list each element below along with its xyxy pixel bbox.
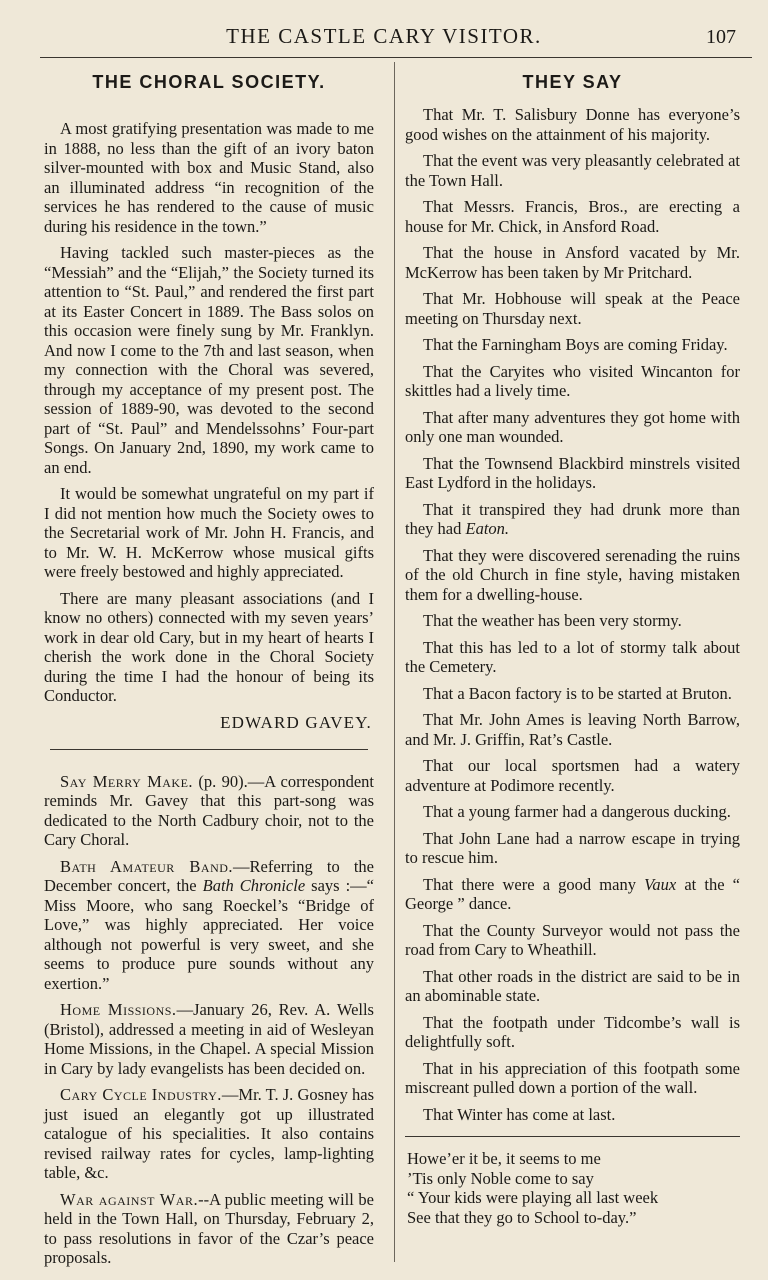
note-war-against-war bbox=[44, 1190, 374, 1268]
they-say-item: That our local sportsmen had a watery adventure at Podimore recently. bbox=[405, 756, 740, 795]
note-bath-amateur-band bbox=[44, 857, 374, 994]
note-heading: War against War. bbox=[60, 1189, 199, 1209]
verse-line: ’Tis only Noble come to say bbox=[407, 1168, 594, 1188]
they-say-item: That the footpath under Tidcombe’s wall is delightfully soft. bbox=[405, 1012, 740, 1051]
verse-line: “ Your kids were playing all last week bbox=[407, 1188, 659, 1207]
they-say-item: That the Townsend Blackbird minstrels visited East Lydford in the holidays. bbox=[405, 453, 740, 492]
they-say-item: That Messrs. Francis, Bros., are erecting a house for Mr. Chick, in Ansford Road. bbox=[405, 197, 740, 236]
section-rule bbox=[405, 1136, 740, 1137]
choral-paragraph: There are many pleasant associations (and I know no others) connected with my seven years’ work in dear old Cary, but in my heart of hearts I cherish the work done in the Choral Society during the time I had the honour of being its Conductor. bbox=[44, 588, 374, 705]
verse-line: Howe’er it be, it seems to me bbox=[407, 1149, 601, 1168]
they-say-item bbox=[405, 875, 740, 914]
note-cary-cycle-industry bbox=[44, 1085, 374, 1183]
they-say-italic: Eaton. bbox=[465, 519, 510, 538]
they-say-item: That the weather has been very stormy. bbox=[423, 611, 682, 630]
they-say-item: That a young farmer had a dangerous ducking. bbox=[423, 802, 731, 821]
note-body: —Referring to the December concert, the bbox=[44, 856, 374, 895]
column-divider bbox=[394, 62, 395, 1262]
they-say-heading: THEY SAY bbox=[522, 72, 623, 92]
author-signature: EDWARD GAVEY. bbox=[220, 712, 372, 732]
they-say-item: That Winter has come at last. bbox=[423, 1104, 616, 1124]
they-say-item: That a Bacon factory is to be started at Bruton. bbox=[423, 683, 732, 703]
they-say-item: That the event was very pleasantly celebrated at the Town Hall. bbox=[405, 151, 740, 190]
they-say-text: That there were a good many bbox=[423, 874, 636, 894]
they-say-item bbox=[405, 500, 740, 539]
they-say-text: at the “ George ” dance. bbox=[405, 874, 740, 913]
note-heading: Say Merry Make. bbox=[60, 771, 194, 791]
they-say-item: That the County Surveyor would not pass the road from Cary to Wheathill. bbox=[405, 920, 740, 959]
note-heading: Home Missions. bbox=[60, 1000, 177, 1019]
they-say-item: That John Lane had a narrow escape in trying to rescue him. bbox=[405, 828, 740, 867]
left-column bbox=[44, 62, 374, 1275]
they-say-item: That the Caryites who visited Wincanton for skittles had a lively time. bbox=[405, 361, 740, 400]
they-say-item: That this has led to a lot of stormy talk about the Cemetery. bbox=[405, 637, 740, 676]
closing-verse bbox=[407, 1149, 740, 1227]
note-body: —Mr. T. J. Gosney has just isued an elegantly got up illustrated catalogue of his specialities. It also contains revised railway rates for cycles, lamp-lighting table, &c. bbox=[44, 1085, 374, 1182]
header-rule bbox=[40, 57, 752, 58]
section-rule bbox=[50, 749, 368, 750]
running-head bbox=[0, 20, 768, 56]
they-say-italic: Vaux bbox=[644, 874, 677, 894]
newspaper-name: Bath Chronicle bbox=[202, 876, 306, 895]
they-say-item: That Mr. Hobhouse will speak at the Peace meeting on Thursday next. bbox=[405, 289, 740, 328]
note-body: (p. 90).—A correspondent reminds Mr. Gavey that this part-song was dedicated to the North Cadbury choir, not to the Cary Choral. bbox=[44, 771, 374, 849]
note-heading: Bath Amateur Band. bbox=[60, 856, 234, 876]
choral-paragraph: A most gratifying presentation was made to me in 1888, no less than the gift of an ivory baton silver-mounted with box and Music Stand, also an illuminated address “in recognition of the services he has rendered to the cause of music during his residence in the town.” bbox=[44, 119, 374, 236]
they-say-item: That other roads in the district are said to be in an abominable state. bbox=[405, 966, 740, 1005]
they-say-item: That the house in Ansford vacated by Mr. McKerrow has been taken by Mr Pritchard. bbox=[405, 243, 740, 282]
note-body: says :—“ Miss Moore, who sang Roeckel’s “Bridge of Love,” was highly appreciated. Her voice although not powerful is very sweet, and she seems to produce pure sounds without any exertion.” bbox=[44, 876, 374, 993]
they-say-item: That they were discovered serenading the ruins of the old Church in fine style, having mistaken them for a dwelling-house. bbox=[405, 545, 740, 604]
note-say-merry-make bbox=[44, 772, 374, 850]
they-say-item: That Mr. John Ames is leaving North Barrow, and Mr. J. Griffin, Rat’s Castle. bbox=[405, 710, 740, 749]
note-body: --A public meeting will be held in the Town Hall, on Thursday, February 2, to pass resolutions in favor of the Czar’s peace proposals. bbox=[44, 1189, 374, 1267]
right-column bbox=[405, 62, 740, 1227]
they-say-item: That in his appreciation of this footpath some miscreant pulled down a portion of the wall. bbox=[405, 1058, 740, 1097]
note-heading: Cary Cycle Industry. bbox=[60, 1085, 222, 1104]
they-say-item: That the Farningham Boys are coming Friday. bbox=[423, 335, 728, 354]
verse-line: See that they go to School to-day.” bbox=[407, 1207, 637, 1227]
choral-paragraph: Having tackled such master-pieces as the “Messiah” and the “Elijah,” the Society turned its attention to “St. Paul,” and rendered the first part at its Easter Concert in 1889. The Bass solos on this occasion were finely sung by Mr. Franklyn. And now I come to the 7th and last season, when my connection with the Choral was severed, through my acceptance of my present post. The session of 1889-90, was devoted to the second part of “St. Paul” and Mendelssohns’ Four-part Songs. On January 2nd, 1890, my work came to an end. bbox=[44, 243, 374, 477]
choral-paragraph: It would be somewhat ungrateful on my part if I did not mention how much the Society owes to the Secretarial work of Mr. John H. Francis, and to Mr. W. H. McKerrow whose musical gifts were freely bestowed and highly appreciated. bbox=[44, 484, 374, 581]
note-body: —January 26, Rev. A. Wells (Bristol), addressed a meeting in aid of Wesleyan Home Missions, in the Chapel. A special Mission in Cary by lady evangelists has been decided on. bbox=[44, 1000, 374, 1078]
page-number: 107 bbox=[706, 26, 736, 48]
they-say-item: That Mr. T. Salisbury Donne has everyone’s good wishes on the attainment of his majority. bbox=[405, 105, 740, 144]
they-say-item: That after many adventures they got home with only one man wounded. bbox=[405, 407, 740, 446]
publication-title: THE CASTLE CARY VISITOR. bbox=[226, 24, 542, 48]
they-say-text: That it transpired they had drunk more than they had bbox=[405, 499, 740, 538]
choral-society-heading: THE CHORAL SOCIETY. bbox=[92, 72, 326, 92]
note-home-missions bbox=[44, 1000, 374, 1078]
